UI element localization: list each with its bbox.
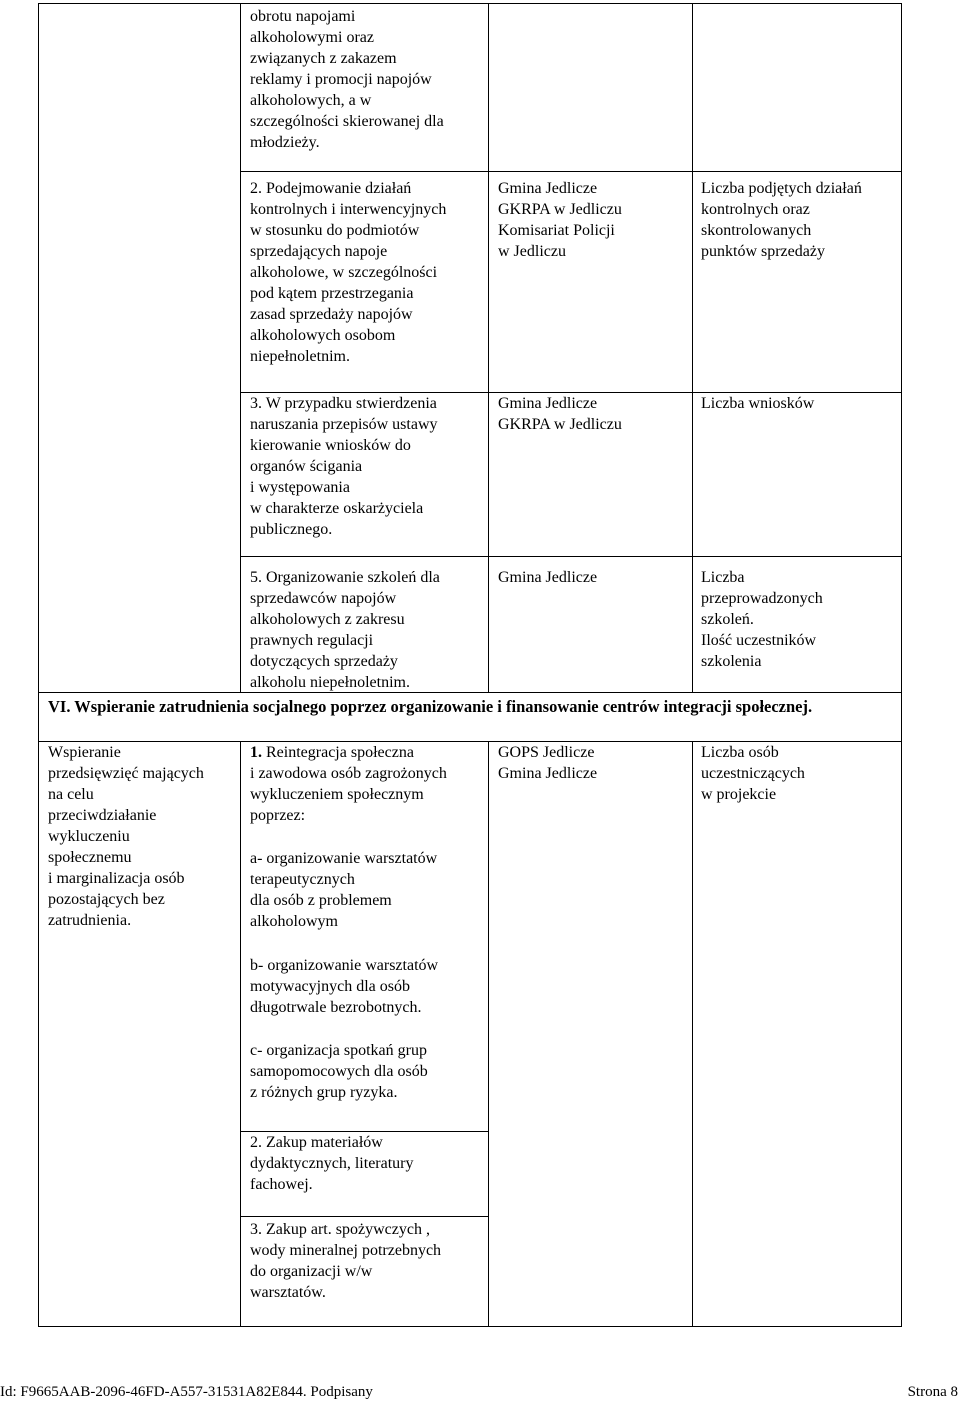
responsible-cell [498,178,622,262]
text-line: i marginalizacja osób [48,870,185,887]
text-line: Komisariat Policji [498,222,615,239]
text-line: uczestniczących [701,765,805,782]
indicator-cell [701,567,823,672]
text-line: GOPS Jedlicze [498,744,595,761]
text-line: Gmina Jedlicze [498,395,598,412]
text-line: alkoholowych osobom [250,327,396,344]
text-line: młodzieży. [250,134,320,151]
task-text: Reintegracja społeczna [262,744,414,761]
indicator-cell [701,393,814,414]
goal-cell [48,742,204,931]
task-subitem [250,1040,428,1103]
table-border-top [38,3,902,4]
task-cell [250,178,446,367]
table-border-bottom [38,1326,902,1327]
text-line: szczególności skierowanej dla [250,113,444,130]
column-divider [240,3,241,692]
text-line: terapeutycznych [250,871,355,888]
text-line: GKRPA w Jedliczu [498,416,622,433]
indicator-cell [701,742,805,805]
text-line: w Jedliczu [498,243,566,260]
text-line: alkoholowe, w szczególności [250,264,438,281]
text-line: Liczba wniosków [701,395,815,412]
text-line: 5. Organizowanie szkoleń dla [250,569,440,586]
indicator-cell [701,178,862,262]
text-line: do organizacji w/w [250,1263,373,1280]
task-subitem [250,955,438,1018]
text-line: organów ścigania [250,458,363,475]
text-line: wykluczeniem społecznym [250,786,424,803]
text-line: pozostających bez [48,891,165,908]
text-line: poprzez: [250,807,306,824]
footer-document-id: Id: F9665AAB-2096-46FD-A557-31531A82E844. Podpisany [0,1384,373,1400]
task-cell [250,567,440,693]
task-cell [250,1132,414,1195]
text-line: z różnych grup ryzyka. [250,1084,398,1101]
text-line: alkoholowych, a w [250,92,372,109]
text-line: społecznemu [48,849,132,866]
text-line: Liczba osób [701,744,779,761]
text-line: dotyczących sprzedaży [250,653,398,670]
text-line: w charakterze oskarżyciela [250,500,424,517]
text-line: alkoholowymi oraz [250,29,374,46]
task-cell [250,6,444,153]
column-divider [240,741,241,1327]
text-line: na celu [48,786,94,803]
text-line: sprzedających napoje [250,243,388,260]
text-line: w projekcie [701,786,777,803]
row-divider [240,171,902,172]
text-line: długotrwale bezrobotnych. [250,999,422,1016]
text-line: zasad sprzedaży napojów [250,306,413,323]
text-line: alkoholu niepełnoletnim. [250,674,410,691]
text-line: GKRPA w Jedliczu [498,201,622,218]
text-line: związanych z zakazem [250,50,397,67]
column-divider [488,741,489,1327]
text-line: obrotu napojami [250,8,356,25]
text-line: Liczba podjętych działań [701,180,862,197]
text-line: Liczba [701,569,745,586]
text-line: wykluczeniu [48,828,130,845]
text-line: warsztatów. [250,1284,326,1301]
row-divider [38,692,902,693]
text-line: kierowanie wniosków do [250,437,411,454]
text-line: alkoholowych z zakresu [250,611,405,628]
column-divider [692,3,693,692]
text-line: Gmina Jedlicze [498,765,598,782]
text-line: Gmina Jedlicze [498,569,598,586]
text-line: a- organizowanie warsztatów [250,850,438,867]
responsible-cell [498,567,597,588]
responsible-cell [498,393,622,435]
text-line: punktów sprzedaży [701,243,825,260]
text-line: publicznego. [250,521,333,538]
task-number: 1. [250,744,262,761]
footer-page-number: Strona 8 [907,1384,958,1400]
text-line: 2. Podejmowanie działań [250,180,412,197]
text-line: dla osób z problemem [250,892,392,909]
text-line [250,742,447,763]
task-cell [250,393,438,540]
text-line: naruszania przepisów ustawy [250,416,438,433]
responsible-cell [498,742,597,784]
text-line: i zawodowa osób zagrożonych [250,765,447,782]
text-line: Wspieranie [48,744,121,761]
text-line: kontrolnych oraz [701,201,810,218]
text-line: wody mineralnej potrzebnych [250,1242,442,1259]
task-subitem [250,848,437,932]
text-line: przeciwdziałanie [48,807,157,824]
text-line: c- organizacja spotkań grup [250,1042,427,1059]
column-divider [692,741,693,1327]
text-line: Ilość uczestników [701,632,817,649]
text-line: pod kątem przestrzegania [250,285,414,302]
text-line: 3. Zakup art. spożywczych , [250,1221,430,1238]
text-line: 2. Zakup materiałów [250,1134,383,1151]
text-line: motywacyjnych dla osób [250,978,410,995]
text-line: samopomocowych dla osób [250,1063,428,1080]
row-divider [240,1216,489,1217]
text-line: przeprowadzonych [701,590,823,607]
text-line: Gmina Jedlicze [498,180,598,197]
text-line: alkoholowym [250,913,338,930]
text-line: 3. W przypadku stwierdzenia [250,395,437,412]
task-cell [250,742,447,826]
text-line: kontrolnych i interwencyjnych [250,201,447,218]
text-line: reklamy i promocji napojów [250,71,432,88]
task-cell [250,1219,441,1303]
text-line: i występowania [250,479,350,496]
text-line: b- organizowanie warsztatów [250,957,439,974]
row-divider [240,556,902,557]
table-border-right [901,3,902,1327]
text-line: dydaktycznych, literatury [250,1155,414,1172]
text-line: szkolenia [701,653,762,670]
text-line: sprzedawców napojów [250,590,397,607]
column-divider [488,3,489,692]
section-heading: VI. Wspieranie zatrudnienia socjalnego poprzez organizowanie i finansowanie centrów integracji społecznej. [48,697,813,716]
text-line: skontrolowanych [701,222,812,239]
text-line: zatrudnienia. [48,912,132,929]
text-line: szkoleń. [701,611,754,628]
text-line: niepełnoletnim. [250,348,350,365]
text-line: przedsięwzięć mających [48,765,204,782]
text-line: fachowej. [250,1176,313,1193]
text-line: w stosunku do podmiotów [250,222,420,239]
text-line: prawnych regulacji [250,632,374,649]
table-border-left [38,3,39,1327]
